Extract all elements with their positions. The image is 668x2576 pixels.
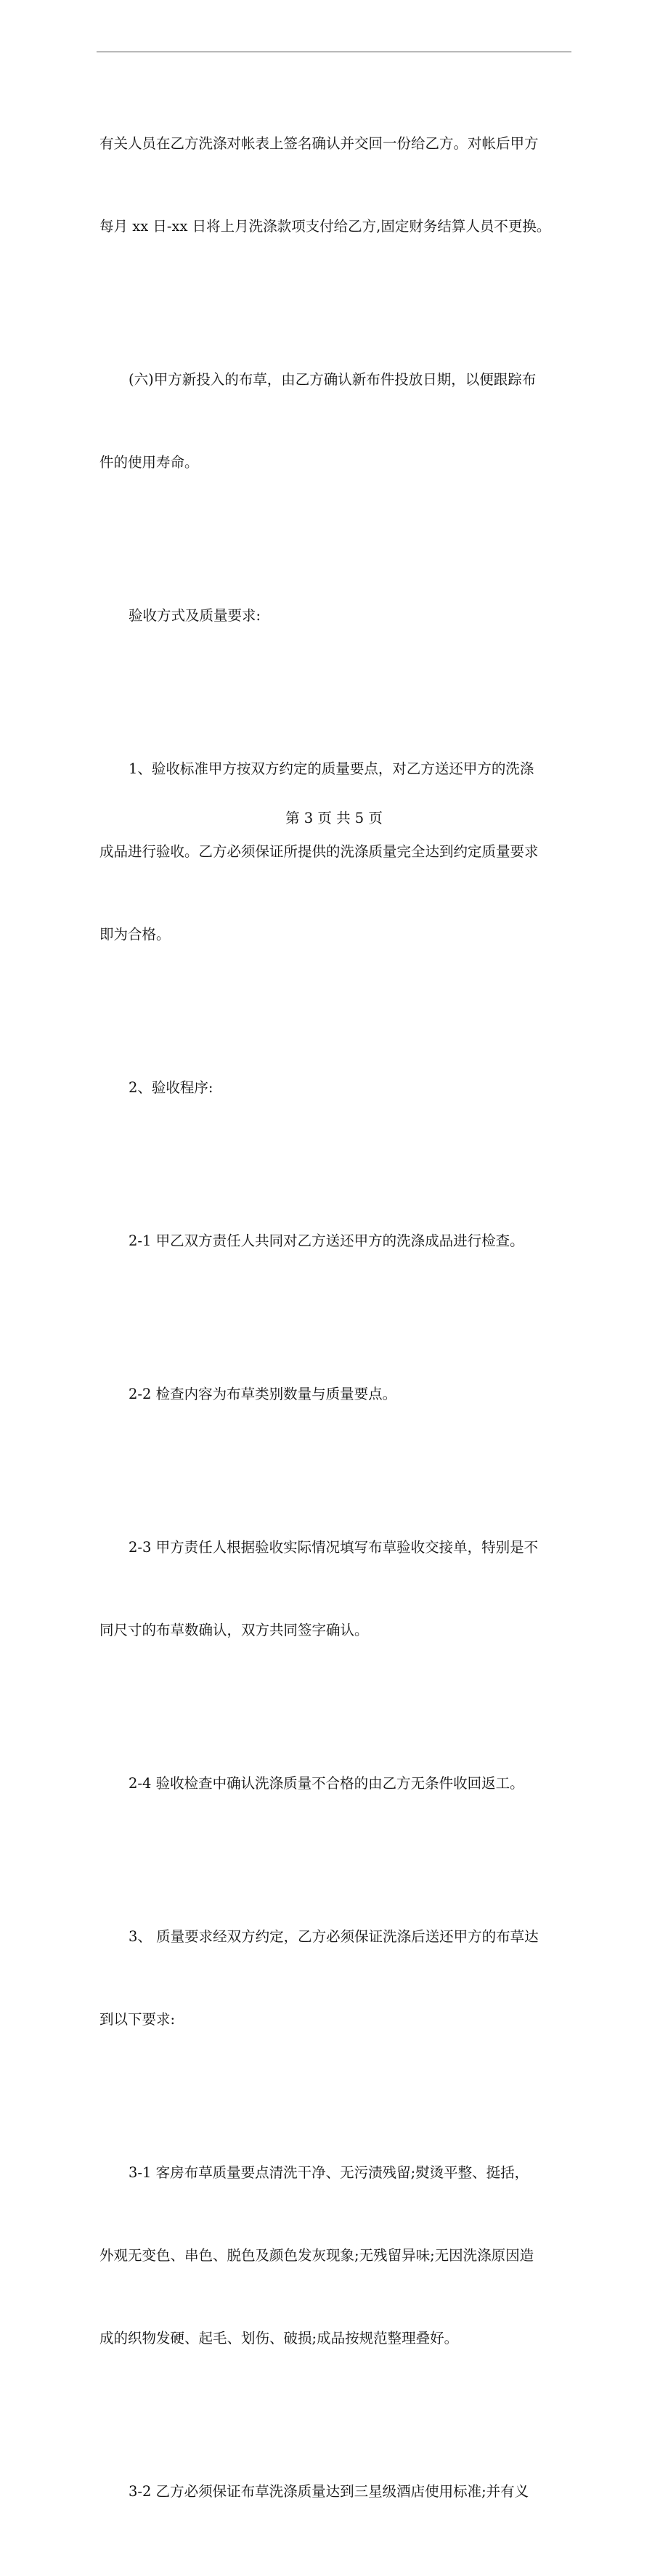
paragraph-8 <box>99 1479 576 1699</box>
text-line: 1、验收标准甲方按双方约定的质量要点，对乙方送还甲方的洗涤 <box>129 760 534 777</box>
text-line: 3-2 乙方必须保证布草洗涤质量达到三星级酒店使用标准;并有义 <box>129 2483 529 2500</box>
text-line: 有关人员在乙方洗涤对帐表上签名确认并交回一份给乙方。对帐后甲方 <box>99 135 539 152</box>
paragraph-10 <box>99 1868 576 2089</box>
section-heading: 验收方式及质量要求: <box>129 607 261 624</box>
paragraph-11 <box>99 2104 576 2408</box>
paragraph-6 <box>99 1172 576 1310</box>
page-number-footer: 第 3 页 共 5 页 <box>285 810 383 826</box>
text-line: 每月 xx 日-xx 日将上月洗涤款项支付给乙方,固定财务结算人员不更换。 <box>99 218 551 235</box>
text-line: 2-2 检查内容为布草类别数量与质量要点。 <box>129 1386 397 1402</box>
paragraph-5 <box>99 1019 576 1157</box>
document-body <box>99 75 576 2576</box>
text-line: 2-1 甲乙双方责任人共同对乙方送还甲方的洗涤成品进行检查。 <box>129 1232 524 1249</box>
text-line: 成的织物发硬、起毛、划伤、破损;成品按规范整理叠好。 <box>99 2330 459 2347</box>
text-line: 外观无变色、串色、脱色及颜色发灰现象;无残留异味;无因洗涤原因造 <box>99 2247 534 2264</box>
paragraph-2 <box>99 311 576 532</box>
paragraph-1 <box>99 75 576 296</box>
text-line: 件的使用寿命。 <box>99 454 199 471</box>
text-line: 2-3 甲方责任人根据验收实际情况填写布草验收交接单，特别是不 <box>129 1539 539 1556</box>
text-line: 3-1 客房布草质量要点清洗干净、无污渍残留;熨烫平整、挺括， <box>129 2164 529 2181</box>
text-line: 2-4 验收检查中确认洗涤质量不合格的由乙方无条件收回返工。 <box>129 1775 524 1792</box>
paragraph-7 <box>99 1325 576 1463</box>
text-line: 成品进行验收。乙方必须保证所提供的洗涤质量完全达到约定质量要求 <box>99 843 539 860</box>
text-line: 即为合格。 <box>99 926 171 943</box>
text-line: (六)甲方新投入的布草，由乙方确认新布件投放日期，以便跟踪布 <box>129 371 537 388</box>
paragraph-9 <box>99 1715 576 1853</box>
paragraph-3 <box>99 547 576 685</box>
text-line: 同尺寸的布草数确认，双方共同签字确认。 <box>99 1622 369 1638</box>
text-line: 2、验收程序: <box>129 1079 213 1096</box>
text-line: 3、 质量要求经双方约定，乙方必须保证洗涤后送还甲方的布草达 <box>129 1928 539 1945</box>
paragraph-12 <box>99 2423 576 2561</box>
text-line: 到以下要求: <box>99 2011 176 2028</box>
paragraph-4 <box>99 700 576 1004</box>
